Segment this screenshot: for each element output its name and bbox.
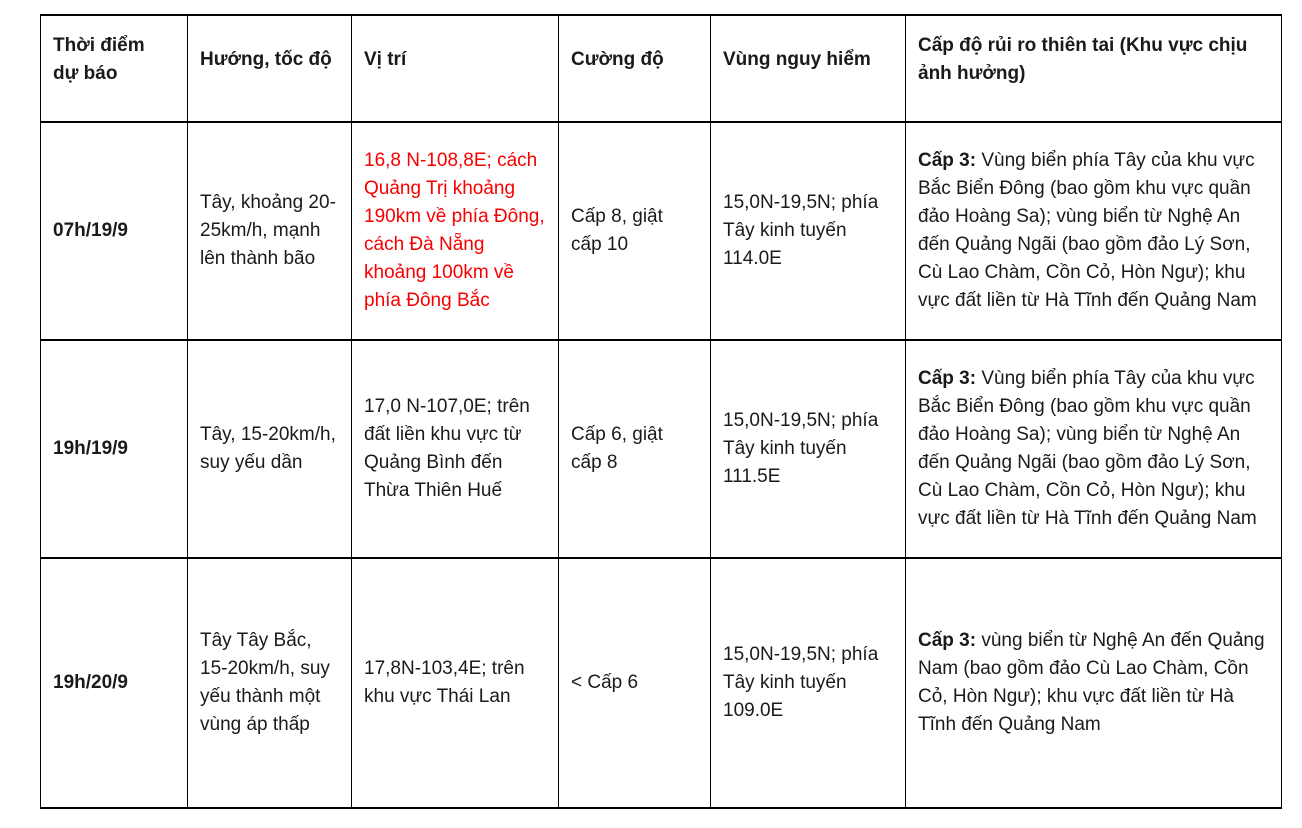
column-header-direction-speed: Hướng, tốc độ xyxy=(188,15,352,122)
cell-forecast-time: 07h/19/9 xyxy=(41,122,188,340)
cell-position: 16,8 N-108,8E; cách Quảng Trị khoảng 190km về phía Đông, cách Đà Nẵng khoảng 100km về phía Đông Bắc xyxy=(352,122,559,340)
cell-intensity: < Cấp 6 xyxy=(559,558,711,808)
risk-level-label: Cấp 3: xyxy=(918,630,977,651)
cell-direction-speed: Tây Tây Bắc, 15-20km/h, suy yếu thành một vùng áp thấp xyxy=(188,558,352,808)
column-header-intensity: Cường độ xyxy=(559,15,711,122)
storm-forecast-table-container xyxy=(40,14,1282,809)
risk-level-text: Vùng biển phía Tây của khu vực Bắc Biển Đông (bao gồm khu vực quần đảo Hoàng Sa); vùng biển từ Nghệ An đến Quảng Ngãi (bao gồm đảo Lý Sơn, Cù Lao Chàm, Cồn Cỏ, Hòn Ngư); khu vực đất liền từ Hà Tĩnh đến Quảng Nam xyxy=(918,368,1257,529)
risk-level-text: Vùng biển phía Tây của khu vực Bắc Biển Đông (bao gồm khu vực quần đảo Hoàng Sa); vùng biển từ Nghệ An đến Quảng Ngãi (bao gồm đảo Lý Sơn, Cù Lao Chàm, Cồn Cỏ, Hòn Ngư); khu vực đất liền từ Hà Tĩnh đến Quảng Nam xyxy=(918,150,1257,311)
table-row xyxy=(41,340,1282,558)
table-header-row xyxy=(41,15,1282,122)
risk-level-text: vùng biển từ Nghệ An đến Quảng Nam (bao gồm đảo Cù Lao Chàm, Cồn Cỏ, Hòn Ngư); khu vực đất liền từ Hà Tĩnh đến Quảng Nam xyxy=(918,630,1265,735)
table-row xyxy=(41,122,1282,340)
column-header-danger-zone: Vùng nguy hiểm xyxy=(711,15,906,122)
cell-direction-speed: Tây, khoảng 20-25km/h, mạnh lên thành bão xyxy=(188,122,352,340)
cell-position: 17,8N-103,4E; trên khu vực Thái Lan xyxy=(352,558,559,808)
cell-intensity: Cấp 6, giật cấp 8 xyxy=(559,340,711,558)
table-row xyxy=(41,558,1282,808)
column-header-risk-level: Cấp độ rủi ro thiên tai (Khu vực chịu ảnh hưởng) xyxy=(906,15,1282,122)
cell-position: 17,0 N-107,0E; trên đất liền khu vực từ Quảng Bình đến Thừa Thiên Huế xyxy=(352,340,559,558)
risk-level-label: Cấp 3: xyxy=(918,150,977,171)
cell-risk-level xyxy=(906,558,1282,808)
cell-forecast-time: 19h/20/9 xyxy=(41,558,188,808)
cell-risk-level xyxy=(906,340,1282,558)
cell-risk-level xyxy=(906,122,1282,340)
cell-danger-zone: 15,0N-19,5N; phía Tây kinh tuyến 109.0E xyxy=(711,558,906,808)
cell-intensity: Cấp 8, giật cấp 10 xyxy=(559,122,711,340)
risk-level-label: Cấp 3: xyxy=(918,368,977,389)
column-header-position: Vị trí xyxy=(352,15,559,122)
cell-danger-zone: 15,0N-19,5N; phía Tây kinh tuyến 111.5E xyxy=(711,340,906,558)
cell-direction-speed: Tây, 15-20km/h, suy yếu dần xyxy=(188,340,352,558)
storm-forecast-table xyxy=(40,14,1282,809)
cell-forecast-time: 19h/19/9 xyxy=(41,340,188,558)
column-header-forecast-time: Thời điểm dự báo xyxy=(41,15,188,122)
cell-danger-zone: 15,0N-19,5N; phía Tây kinh tuyến 114.0E xyxy=(711,122,906,340)
